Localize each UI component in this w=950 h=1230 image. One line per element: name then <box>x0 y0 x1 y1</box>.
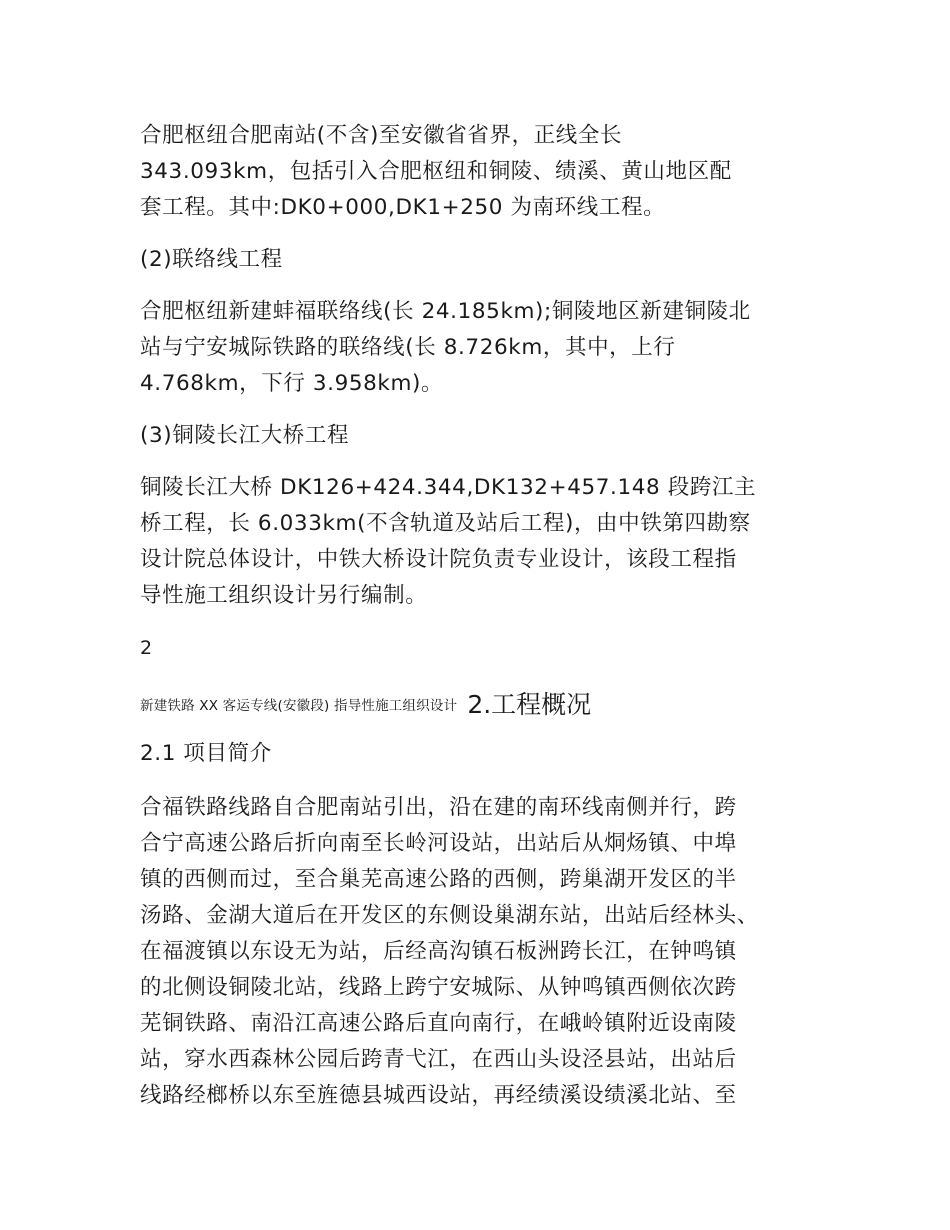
text-line: 线路经榔桥以东至旌德县城西设站，再经绩溪设绩溪北站、至 <box>140 1083 737 1108</box>
text-line: 343.093km，包括引入合肥枢纽和铜陵、绩溪、黄山地区配 <box>140 159 732 184</box>
paragraph-main-line-scope <box>140 118 820 226</box>
text-line: 汤路、金湖大道后在开发区的东侧设巢湖东站，出站后经林头、 <box>140 903 759 928</box>
text-line: 导性施工组织设计另行编制。 <box>140 583 428 608</box>
text-line: 的北侧设铜陵北站，线路上跨宁安城际、从钟鸣镇西侧依次跨 <box>140 975 737 1000</box>
paragraph-connecting-lines <box>140 294 820 402</box>
running-header <box>140 682 820 726</box>
section-heading-tongling-bridge <box>140 418 820 454</box>
chapter-title: 2.工程概况 <box>467 690 592 719</box>
text-line: 芜铜铁路、南沿江高速公路后直向南行，在峨岭镇附近设南陵 <box>140 1011 737 1036</box>
section-heading-connecting-lines <box>140 242 820 278</box>
heading-text: (2)联络线工程 <box>140 247 283 272</box>
text-line: 套工程。其中:DK0+000,DK1+250 为南环线工程。 <box>140 195 666 220</box>
page-number: 2 <box>140 637 153 659</box>
text-line: 合肥枢纽合肥南站(不含)至安徽省省界，正线全长 <box>140 123 623 148</box>
text-line: 站，穿水西森林公园后跨青弋江，在西山头设泾县站，出站后 <box>140 1047 737 1072</box>
document-title: 新建铁路 XX 客运专线(安徽段) 指导性施工组织设计 <box>140 698 458 714</box>
section-heading-project-intro <box>140 736 820 772</box>
text-line: 桥工程，长 6.033km(不含轨道及站后工程)，由中铁第四勘察 <box>140 511 751 536</box>
text-line: 合肥枢纽新建蚌福联络线(长 24.185km);铜陵地区新建铜陵北 <box>140 299 751 324</box>
text-line: 在福渡镇以东设无为站，后经高沟镇石板洲跨长江，在钟鸣镇 <box>140 939 737 964</box>
text-line: 镇的西侧而过，至合巢芜高速公路的西侧，跨巢湖开发区的半 <box>140 867 737 892</box>
text-line: 设计院总体设计，中铁大桥设计院负责专业设计，该段工程指 <box>140 547 737 572</box>
text-line: 合宁高速公路后折向南至长岭河设站，出站后从烔炀镇、中埠 <box>140 831 737 856</box>
text-line: 铜陵长江大桥 DK126+424.344,DK132+457.148 段跨江主 <box>140 475 757 500</box>
document-page <box>140 118 820 1114</box>
heading-text: 2.1 项目简介 <box>140 741 272 766</box>
paragraph-tongling-bridge <box>140 470 820 614</box>
text-line: 合福铁路线路自合肥南站引出，沿在建的南环线南侧并行，跨 <box>140 795 737 820</box>
text-line: 4.768km，下行 3.958km)。 <box>140 371 444 396</box>
heading-text: (3)铜陵长江大桥工程 <box>140 423 350 448</box>
paragraph-project-intro <box>140 790 820 1114</box>
text-line: 站与宁安城际铁路的联络线(长 8.726km，其中，上行 <box>140 335 676 360</box>
